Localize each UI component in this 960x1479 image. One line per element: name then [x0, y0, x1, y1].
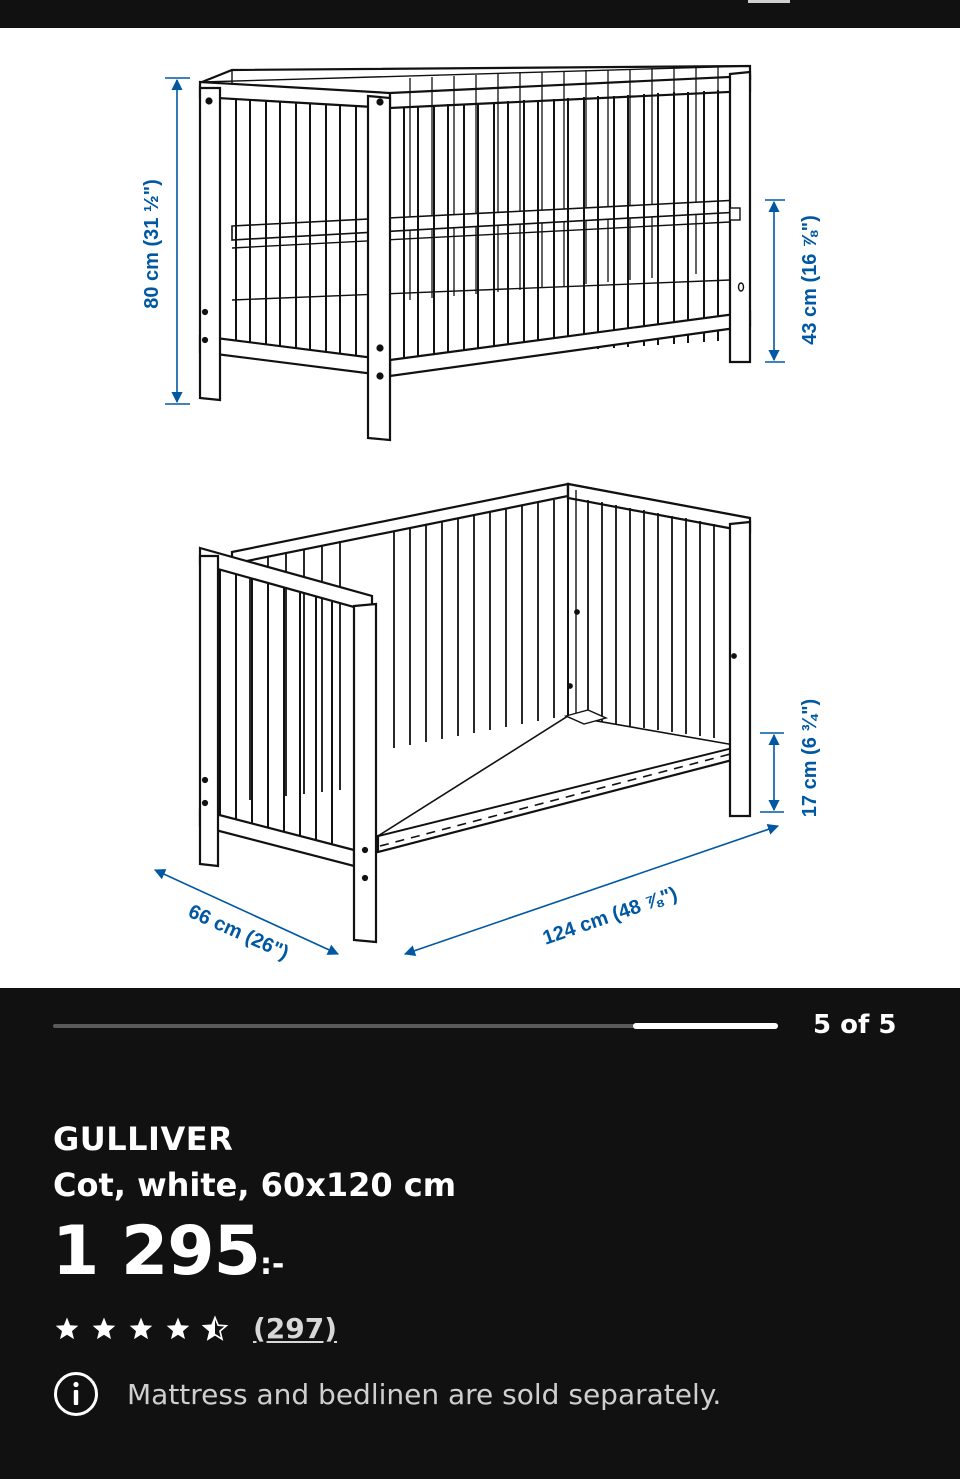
- info-icon: [53, 1371, 99, 1417]
- top-strip-indicator: [748, 0, 790, 3]
- product-price: [52, 1212, 284, 1305]
- carousel-progress-indicator: [633, 1023, 778, 1029]
- star-icon: [56, 1318, 79, 1340]
- length-label: 124 cm (48 ⅞"): [539, 883, 681, 950]
- cot-top-drawing: [200, 66, 750, 440]
- product-description: Cot, white, 60x120 cm: [53, 1166, 457, 1204]
- rating-stars: [53, 1313, 235, 1343]
- carousel-counter: 5 of 5: [813, 1010, 897, 1040]
- height-total-label: 80 cm (31 ½"): [141, 179, 163, 309]
- price-suffix: :-: [259, 1247, 285, 1282]
- top-strip: [0, 0, 960, 28]
- notice-text: Mattress and bedlinen are sold separately.: [127, 1377, 722, 1411]
- cot-dimension-drawing: [0, 28, 960, 988]
- cot-bottom-drawing: [200, 484, 750, 942]
- price-amount: 1 295: [52, 1212, 260, 1291]
- width-label: 66 cm (26"): [184, 900, 292, 965]
- product-image[interactable]: [0, 28, 960, 988]
- mattress-height-high-label: 43 cm (16 ⅞"): [799, 215, 821, 345]
- star-icon: [130, 1318, 153, 1340]
- review-count-link[interactable]: (297): [253, 1311, 338, 1345]
- product-name: GULLIVER: [53, 1120, 234, 1158]
- star-icon: [93, 1318, 116, 1340]
- product-rating[interactable]: [53, 1308, 337, 1348]
- half-star-icon: [204, 1318, 227, 1340]
- mattress-height-low-label: 17 cm (6 ¾"): [799, 698, 821, 818]
- product-notice: [53, 1368, 721, 1420]
- star-icon: [167, 1318, 190, 1340]
